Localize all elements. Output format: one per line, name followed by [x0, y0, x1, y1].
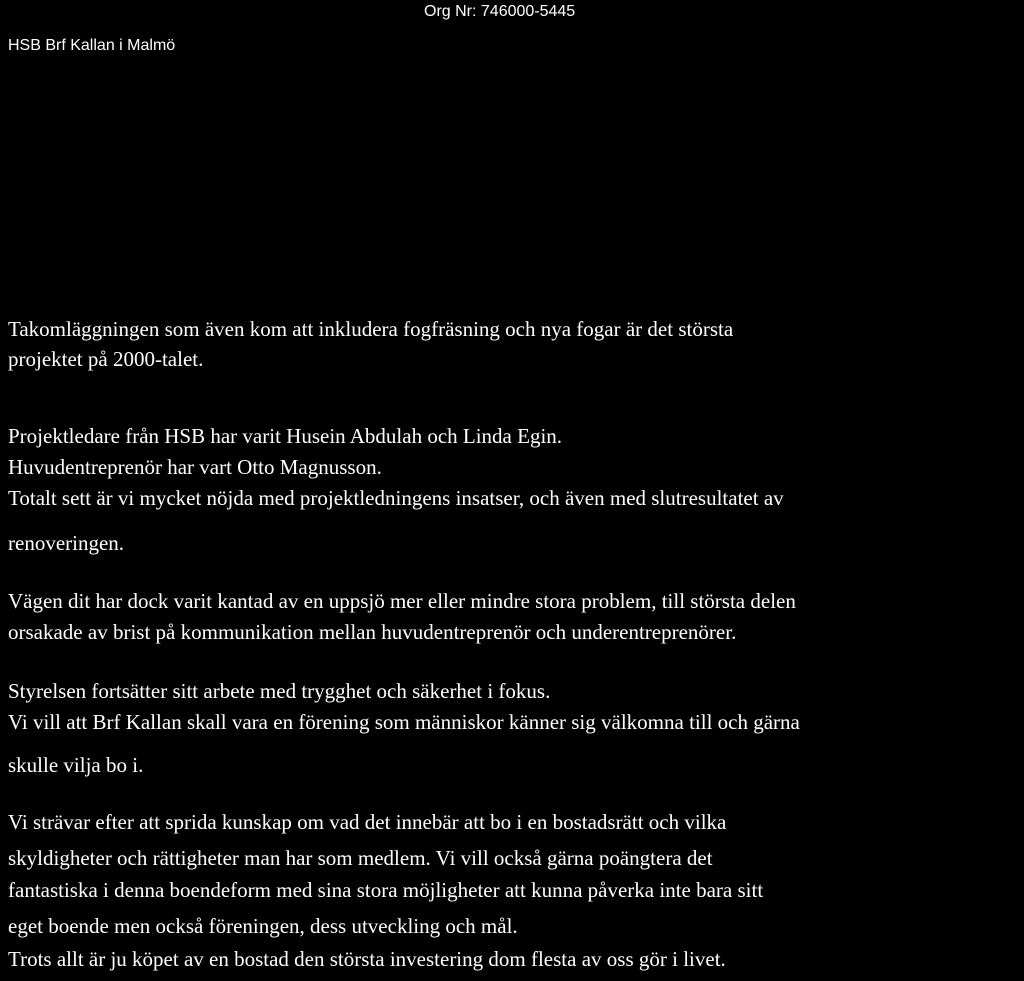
paragraph-5-line-5: Trots allt är ju köpet av en bostad den största investering dom flesta av oss gör i livet.	[8, 947, 726, 971]
paragraph-1-line-1: Takomläggningen som även kom att inkludera fogfräsning och nya fogar är det största	[8, 317, 734, 341]
paragraph-4-line-1: Styrelsen fortsätter sitt arbete med trygghet och säkerhet i fokus.	[8, 679, 551, 703]
paragraph-3-line-2: orsakade av brist på kommunikation mellan huvudentreprenör och underentreprenörer.	[8, 620, 737, 644]
paragraph-1-line-2: projektet på 2000-talet.	[8, 347, 204, 371]
paragraph-5-line-3: fantastiska i denna boendeform med sina stora möjligheter att kunna påverka inte bara sitt	[8, 878, 764, 902]
paragraph-4-line-2: Vi vill att Brf Kallan skall vara en förening som människor känner sig välkomna till och gärna	[8, 710, 800, 734]
paragraph-3-line-1: Vägen dit har dock varit kantad av en uppsjö mer eller mindre stora problem, till största delen	[8, 589, 796, 613]
paragraph-2-line-2: Huvudentreprenör har vart Otto Magnusson.	[8, 455, 382, 479]
paragraph-5-line-4: eget boende men också föreningen, dess utveckling och mål.	[8, 914, 518, 938]
association-name: HSB Brf Kallan i Malmö	[8, 37, 176, 54]
paragraph-5-line-2: skyldigheter och rättigheter man har som medlem. Vi vill också gärna poängtera det	[8, 846, 713, 870]
paragraph-2-line-1: Projektledare från HSB har varit Husein Abdulah och Linda Egin.	[8, 424, 563, 448]
paragraph-4-line-3: skulle vilja bo i.	[8, 753, 144, 777]
paragraph-2-line-4: renoveringen.	[8, 531, 125, 555]
paragraph-5-line-1: Vi strävar efter att sprida kunskap om vad det innebär att bo i en bostadsrätt och vilka	[8, 810, 727, 834]
paragraph-2-line-3: Totalt sett är vi mycket nöjda med projektledningens insatser, och även med slutresultatet av	[8, 486, 784, 510]
org-number: Org Nr: 746000-5445	[424, 3, 576, 20]
